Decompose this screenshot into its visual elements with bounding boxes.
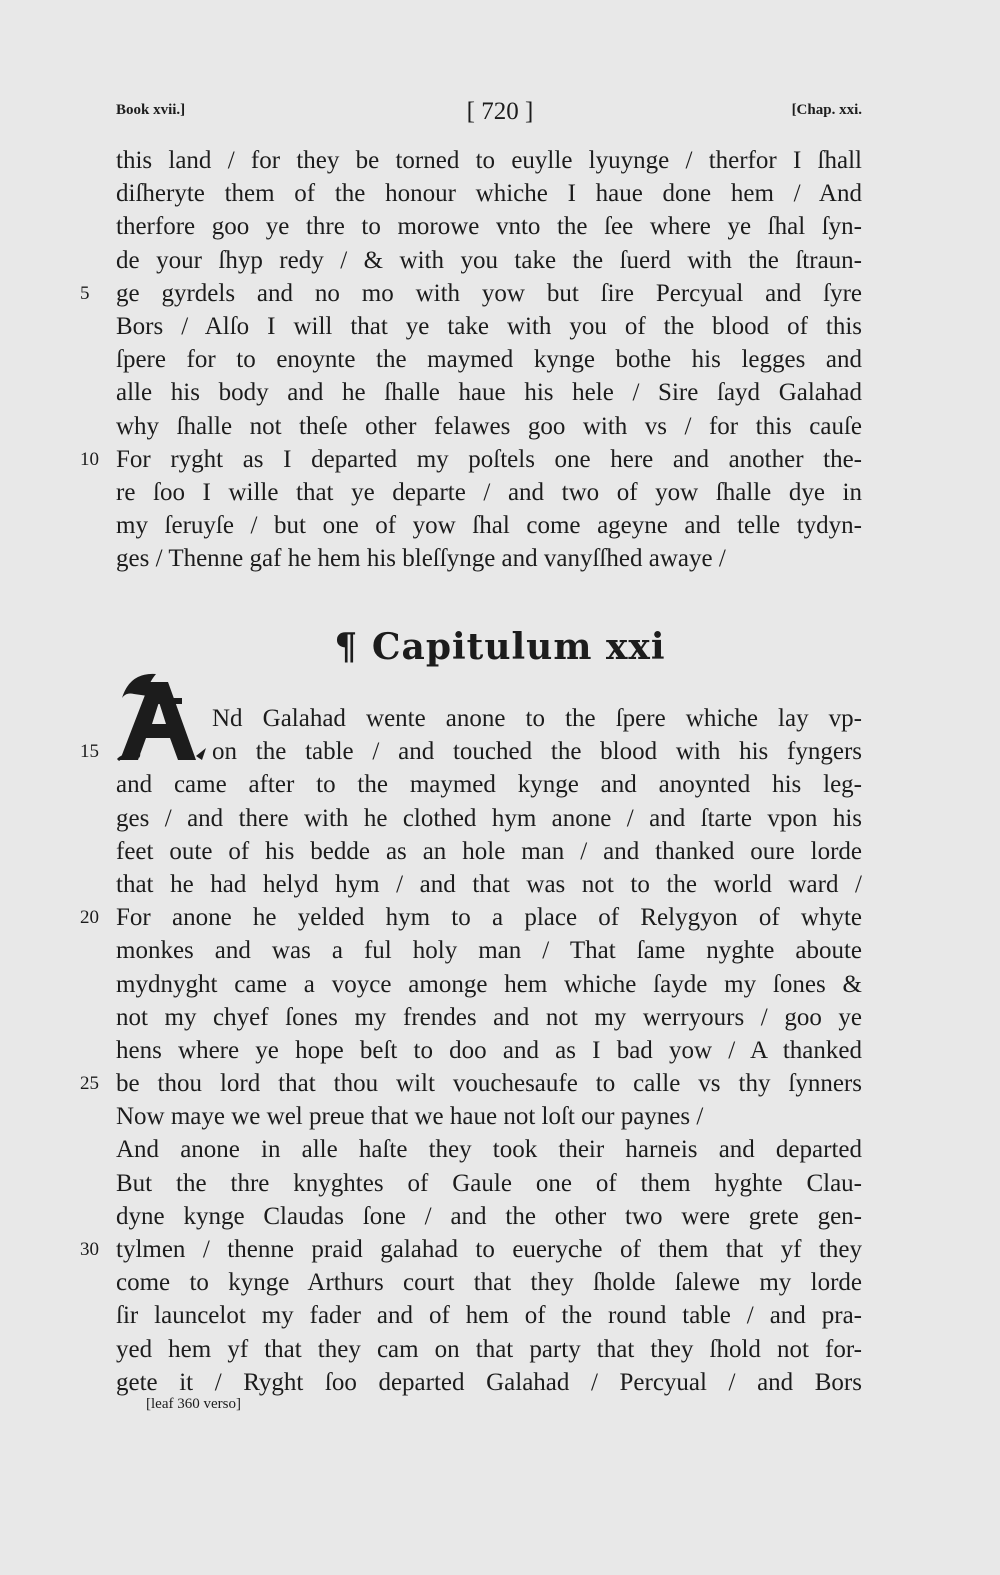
line-text: mydnyght came a voyce amonge hem whiche ſayde my ſones &: [116, 970, 862, 998]
line-number: 25: [80, 1073, 99, 1095]
text-line: [80, 1233, 862, 1266]
text-line: [116, 376, 862, 409]
line-text: that he had helyd hym / and that was not to the world ward /: [116, 870, 862, 898]
text-line: [116, 802, 862, 835]
line-text: ſir launcelot my fader and of hem of the round table / and pra-: [116, 1302, 862, 1330]
text-line: [116, 1167, 862, 1200]
line-text: de your ſhyp redy / & with you take the ſuerd with the ſtraun-: [116, 246, 862, 274]
line-text: But the thre knyghtes of Gaule one of them hyghte Clau-: [116, 1169, 862, 1197]
line-text: And anone in alle haſte they took their harneis and departed: [116, 1136, 862, 1164]
text-line: [116, 1001, 862, 1034]
line-text: alle his body and he ſhalle haue his hele / Sire ſayd Galahad: [116, 379, 862, 407]
line-text: For ryght as I departed my poſtels one here and another the-: [116, 445, 862, 473]
text-line: [116, 868, 862, 901]
line-number: 30: [80, 1239, 99, 1260]
text-line: [116, 542, 862, 575]
text-line: [116, 476, 862, 509]
line-text: hens where ye hope beſt to doo and as I bad yow / A thanked: [116, 1036, 862, 1064]
text-line: [116, 835, 862, 868]
text-line: [116, 244, 862, 277]
text-line: [212, 702, 862, 735]
text-line: [116, 1200, 862, 1233]
line-text: and came after to the maymed kynge and anoynted his leg-: [116, 771, 862, 799]
text-line: [116, 1333, 862, 1366]
text-line: [80, 277, 862, 310]
text-line: [116, 1366, 862, 1399]
line-text: on the table / and touched the blood with his fyngers: [212, 738, 862, 766]
text-line: [116, 934, 862, 967]
text-line: [80, 443, 862, 476]
line-text: therfore goo ye thre to morowe vnto the ſee where ye ſhal ſyn-: [116, 213, 862, 241]
running-head-book: Book xvii.]: [116, 102, 186, 118]
line-text: this land / for they be torned to euylle lyuynge / therfor I ſhall: [116, 147, 862, 174]
text-line: [80, 735, 862, 768]
line-number: 15: [80, 741, 99, 763]
line-text: re ſoo I wille that ye departe / and two of yow ſhalle dye in: [116, 478, 862, 506]
text-block-1: [80, 144, 862, 575]
line-text: Nd Galahad wente anone to the ſpere whiche lay vp-: [212, 705, 862, 732]
line-text: be thou lord that thou wilt vouchesaufe to calle vs thy ſynners: [116, 1070, 862, 1098]
line-text: gete it / Ryght ſoo departed Galahad / Percyual / and Bors: [116, 1368, 862, 1396]
line-text: tylmen / thenne praid galahad to eueryche of them that yf they: [116, 1236, 862, 1263]
text-line: [116, 1100, 862, 1133]
text-line: [116, 1266, 862, 1299]
chapter-heading: ¶ Capitulum xxi: [334, 626, 666, 668]
text-line: [80, 901, 862, 934]
line-text: ges / Thenne gaf he hem his bleſſynge and vanyſſhed awaye /: [116, 545, 726, 573]
page-number: [ 720 ]: [466, 98, 534, 125]
text-line: [116, 968, 862, 1001]
line-text: ge gyrdels and no mo with yow but ſire Percyual and ſyre: [116, 279, 862, 307]
line-text: my ſeruyſe / but one of yow ſhal come ageyne and telle tydyn-: [116, 512, 862, 540]
line-text: dyne kynge Claudas ſone / and the other two were grete gen-: [116, 1202, 862, 1230]
text-line: [80, 1067, 862, 1100]
text-line: [116, 343, 862, 376]
text-line: [116, 1299, 862, 1332]
line-number: 5: [80, 282, 90, 304]
line-text: come to kynge Arthurs court that they ſholde ſalewe my lorde: [116, 1269, 862, 1297]
line-text: Bors / Alſo I will that ye take with you of the blood of this: [116, 312, 862, 340]
running-head-chapter: [Chap. xxi.: [791, 102, 862, 118]
line-number: 20: [80, 907, 99, 929]
text-block-2: [80, 702, 862, 1399]
text-line: [116, 177, 862, 210]
text-line: [116, 310, 862, 343]
line-text: diſheryte them of the honour whiche I haue done hem / And: [116, 180, 862, 208]
text-line: [116, 768, 862, 801]
line-text: not my chyef ſones my frendes and not my werryours / goo ye: [116, 1003, 862, 1031]
line-text: ges / and there with he clothed hym anone / and ſtarte vpon his: [116, 804, 862, 832]
line-text: monkes and was a ful holy man / That ſame nyghte aboute: [116, 937, 862, 965]
text-line: [116, 1133, 862, 1166]
line-number: 10: [80, 448, 99, 470]
text-line: [116, 410, 862, 443]
line-text: yed hem yf that they cam on that party that they ſhold not for-: [116, 1335, 862, 1363]
line-text: why ſhalle not theſe other felawes goo with vs / for this cauſe: [116, 412, 862, 440]
line-text: For anone he yelded hym to a place of Relygyon of whyte: [116, 904, 862, 932]
text-line: [116, 1034, 862, 1067]
leaf-note: [leaf 360 verso]: [146, 1396, 241, 1412]
line-text: ſpere for to enoynte the maymed kynge bothe his legges and: [116, 346, 862, 374]
text-line: [116, 210, 862, 243]
line-text: feet oute of his bedde as an hole man / and thanked oure lorde: [116, 837, 862, 865]
line-text: Now maye we wel preue that we haue not loſt our paynes /: [116, 1103, 704, 1131]
text-line: [116, 144, 862, 177]
text-line: [116, 509, 862, 542]
